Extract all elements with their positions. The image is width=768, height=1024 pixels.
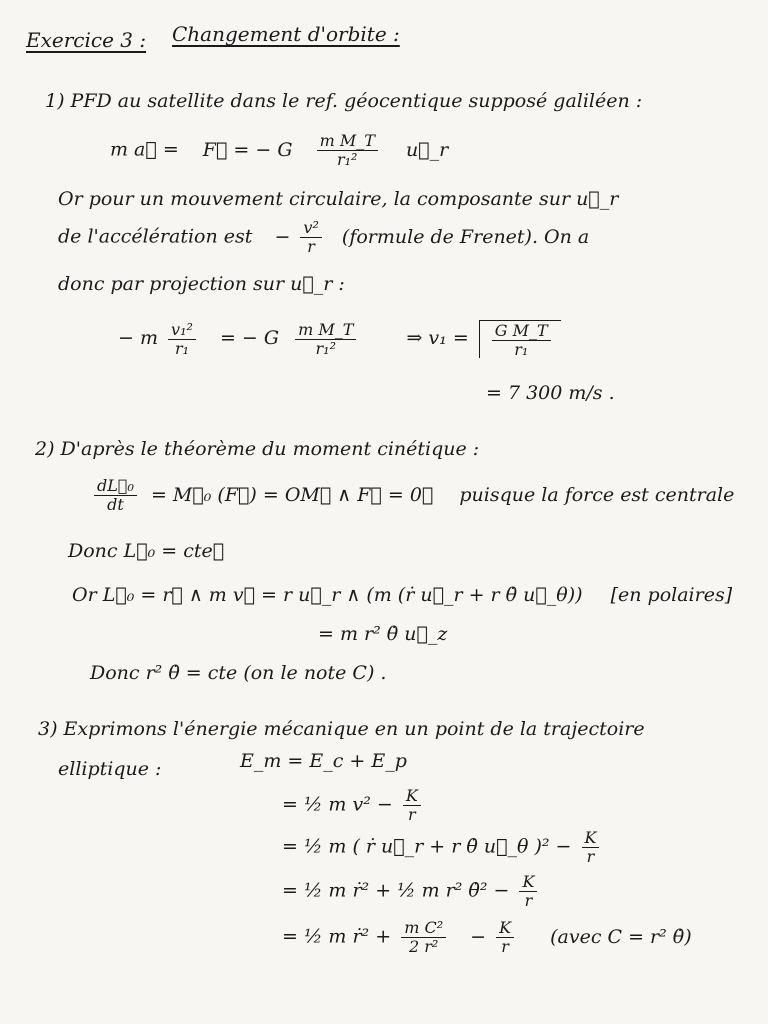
part3-heading: 3) Exprimons l'énergie mécanique en un point de la trajectoire — [38, 718, 645, 740]
proj-a: − m — [118, 327, 158, 349]
frenet-text: (formule de Frenet). On a — [341, 225, 590, 248]
part2-line4: = m r² θ̇ u⃗_z — [318, 623, 448, 645]
k-num-3: K — [519, 874, 537, 892]
mc2-den: 2 r² — [408, 937, 439, 956]
energy-line4 — [282, 874, 541, 909]
k-den-3: r — [524, 891, 533, 910]
dl-num: dL⃗₀ — [94, 478, 137, 496]
pfd-num: m M_T — [317, 133, 378, 151]
sqrt-frac — [492, 323, 551, 358]
part2-line3 — [72, 586, 732, 605]
part2-line2: Donc L⃗₀ = cte⃗ — [68, 540, 225, 562]
dl-den: dt — [107, 495, 124, 514]
k-over-r-4 — [496, 920, 514, 955]
energy-line1: E_m = E_c + E_p — [240, 750, 407, 772]
energy-line5 — [282, 920, 692, 955]
energy-line3 — [282, 830, 603, 865]
energy-line2 — [282, 788, 425, 823]
part1-text2: de l'accélération est − $\frac{\text{v²}}{r}$ (formule de Frenet). On a — [58, 218, 590, 256]
k-den-1: r — [407, 805, 416, 824]
polar-note: [en polaires] — [610, 584, 733, 606]
proj-num2: m M_T — [295, 322, 356, 340]
sqrt-num: G M_T — [492, 323, 551, 341]
k-num-4: K — [496, 920, 514, 938]
proj-den1: r₁ — [174, 338, 189, 358]
k-over-r-3 — [519, 874, 537, 909]
pfd-mid: F⃗ = − G — [202, 138, 293, 161]
part1-result: = 7 300 m/s . — [486, 382, 615, 404]
constant-note: (avec C = r² θ̇) — [550, 925, 692, 948]
proj-num1: v₁² — [168, 322, 196, 340]
pfd-den: r₁² — [336, 150, 358, 169]
accel-text: de l'accélération est — [58, 225, 253, 248]
minus-sign: − — [470, 925, 487, 948]
central-force-text: puisque la force est centrale — [459, 483, 735, 506]
dl-dt-fraction — [94, 478, 137, 513]
exercise-label: Exercice 3 : — [26, 28, 147, 52]
proj-b: = − G — [219, 327, 280, 349]
l0-expression: Or L⃗₀ = r⃗ ∧ m v⃗ = r u⃗_r ∧ (m (ṙ u⃗_r + r θ̇ u⃗_θ)) — [72, 584, 583, 606]
sqrt-den: r₁ — [514, 340, 529, 359]
part3-label: elliptique : — [58, 758, 162, 780]
k-den-2: r — [586, 847, 595, 866]
part1-heading: 1) PFD au satellite dans le ref. géocentique supposé galiléen : — [45, 90, 643, 112]
energy-line3-expr: = ½ m ( ṙ u⃗_r + r θ̇ u⃗_θ )² − — [282, 835, 572, 858]
k-num-1: K — [403, 788, 421, 806]
energy-line5-expr: = ½ m ṙ² + — [282, 925, 392, 948]
part2-equation — [90, 478, 734, 513]
k-over-r-1 — [403, 788, 421, 823]
part1-pfd-equation — [110, 133, 448, 168]
pfd-fraction — [317, 133, 378, 168]
proj-frac2 — [295, 319, 356, 358]
proj-den2: r₁² — [315, 338, 336, 358]
frenet-fraction — [300, 220, 321, 255]
part2-heading: 2) D'après le théorème du moment cinétique : — [35, 438, 480, 460]
frenet-den: r — [307, 237, 315, 256]
mc2-num: m C² — [401, 920, 446, 938]
k-den-4: r — [501, 937, 509, 956]
exercise-title: Changement d'orbite : — [172, 22, 400, 46]
mc2-fraction — [401, 920, 446, 955]
pfd-lhs: m a⃗ = — [110, 138, 179, 161]
part1-text3: donc par projection sur u⃗_r : — [58, 273, 345, 295]
proj-c: ⇒ v₁ = — [406, 327, 469, 349]
pfd-unit-vector: u⃗_r — [405, 138, 449, 161]
energy-line2-expr: = ½ m v² − — [282, 793, 393, 816]
part1-text1: Or pour un mouvement circulaire, la composante sur u⃗_r — [58, 188, 619, 210]
energy-line4-expr: = ½ m ṙ² + ½ m r² θ̇² − — [282, 879, 510, 902]
part1-projection-equation — [118, 320, 561, 358]
k-num-2: K — [582, 830, 600, 848]
part2-line5: Donc r² θ̇ = cte (on le note C) . — [90, 662, 387, 684]
frenet-num: v² — [300, 220, 321, 238]
proj-frac1 — [168, 319, 196, 358]
moment-equation: = M⃗₀ (F⃗) = OM⃗ ∧ F⃗ = 0⃗ — [150, 483, 434, 506]
k-over-r-2 — [582, 830, 600, 865]
proj-sqrt — [479, 320, 561, 358]
